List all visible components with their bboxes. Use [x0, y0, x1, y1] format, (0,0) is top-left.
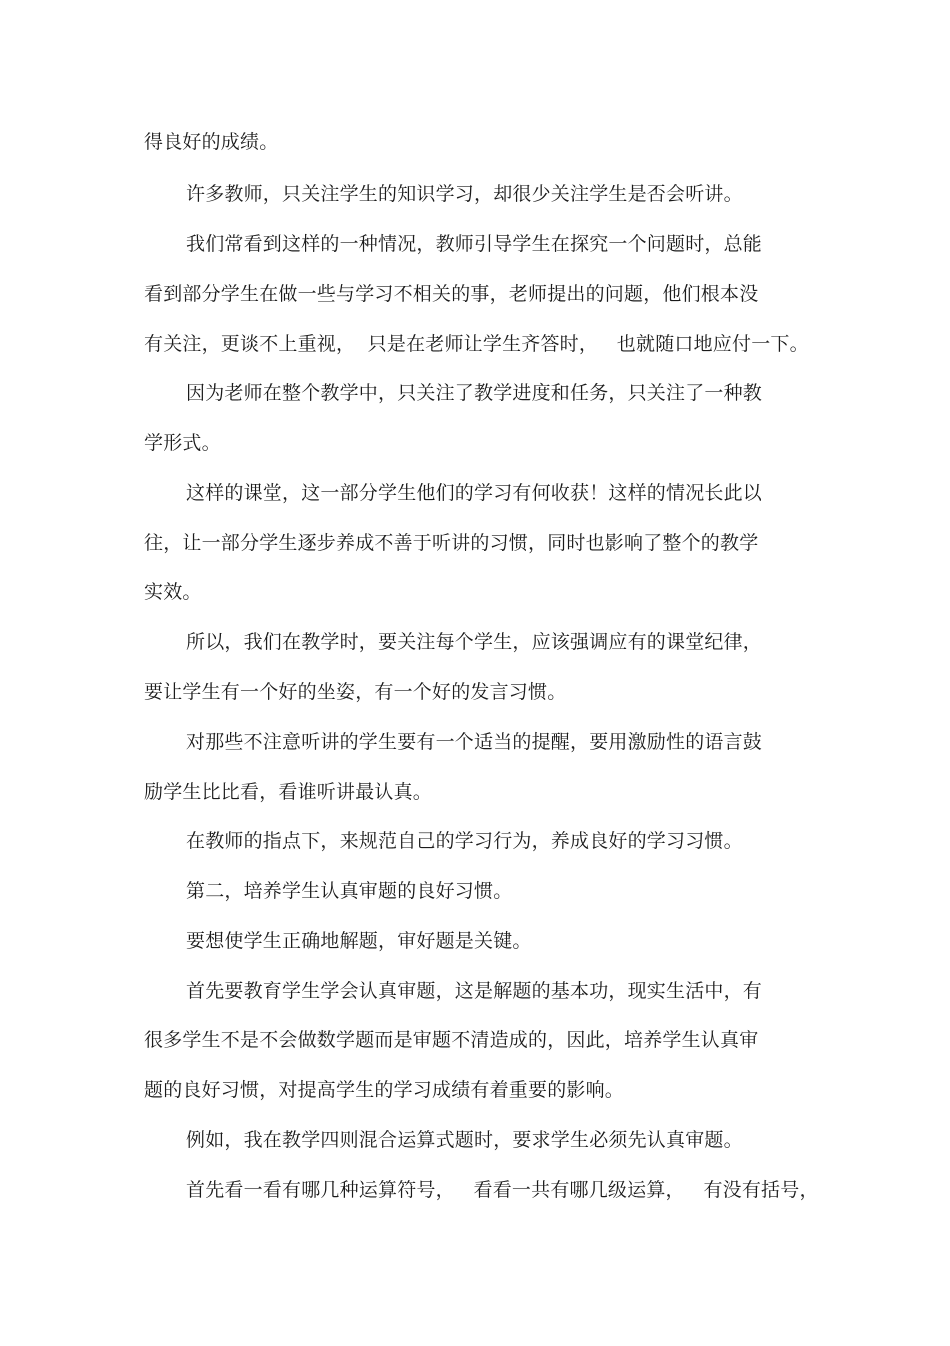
text-line: 例如，我在教学四则混合运算式题时，要求学生必须先认真审题。	[186, 1129, 743, 1151]
text-line: 要让学生有一个好的坐姿，有一个好的发言习惯。	[144, 681, 567, 703]
text-line: 首先要教育学生学会认真审题，这是解题的基本功，现实生活中，有	[186, 980, 763, 1002]
text-line: 我们常看到这样的一种情况，教师引导学生在探究一个问题时，总能	[186, 233, 763, 255]
text-line: 所以，我们在教学时，要关注每个学生，应该强调应有的课堂纪律，	[186, 631, 763, 653]
text-line: 很多学生不是不会做数学题而是审题不清造成的，因此，培养学生认真审	[144, 1029, 759, 1051]
text-line: 这样的课堂，这一部分学生他们的学习有何收获！这样的情况长此以	[186, 482, 763, 504]
text-line: 因为老师在整个教学中，只关注了教学进度和任务，只关注了一种教	[186, 382, 763, 404]
text-line: 许多教师，只关注学生的知识学习，却很少关注学生是否会听讲。	[186, 183, 743, 205]
text-line: 学形式。	[144, 432, 221, 454]
text-line: 要想使学生正确地解题，审好题是关键。	[186, 930, 532, 952]
text-line: 看到部分学生在做一些与学习不相关的事，老师提出的问题，他们根本没	[144, 283, 759, 305]
text-line: 往，让一部分学生逐步养成不善于听讲的习惯，同时也影响了整个的教学	[144, 532, 759, 554]
text-line: 对那些不注意听讲的学生要有一个适当的提醒，要用激励性的语言鼓	[186, 731, 763, 753]
text-line: 题的良好习惯，对提高学生的学习成绩有着重要的影响。	[144, 1079, 625, 1101]
text-line: 首先看一看有哪几种运算符号， 看看一共有哪几级运算， 有没有括号，	[186, 1179, 819, 1201]
text-line: 在教师的指点下，来规范自己的学习行为，养成良好的学习习惯。	[186, 830, 743, 852]
text-line: 有关注，更谈不上重视， 只是在老师让学生齐答时， 也就随口地应付一下。	[144, 333, 809, 355]
text-line: 第二，培养学生认真审题的良好习惯。	[186, 880, 513, 902]
text-line: 得良好的成绩。	[144, 131, 279, 153]
text-line: 实效。	[144, 581, 202, 603]
text-line: 励学生比比看，看谁听讲最认真。	[144, 781, 433, 803]
